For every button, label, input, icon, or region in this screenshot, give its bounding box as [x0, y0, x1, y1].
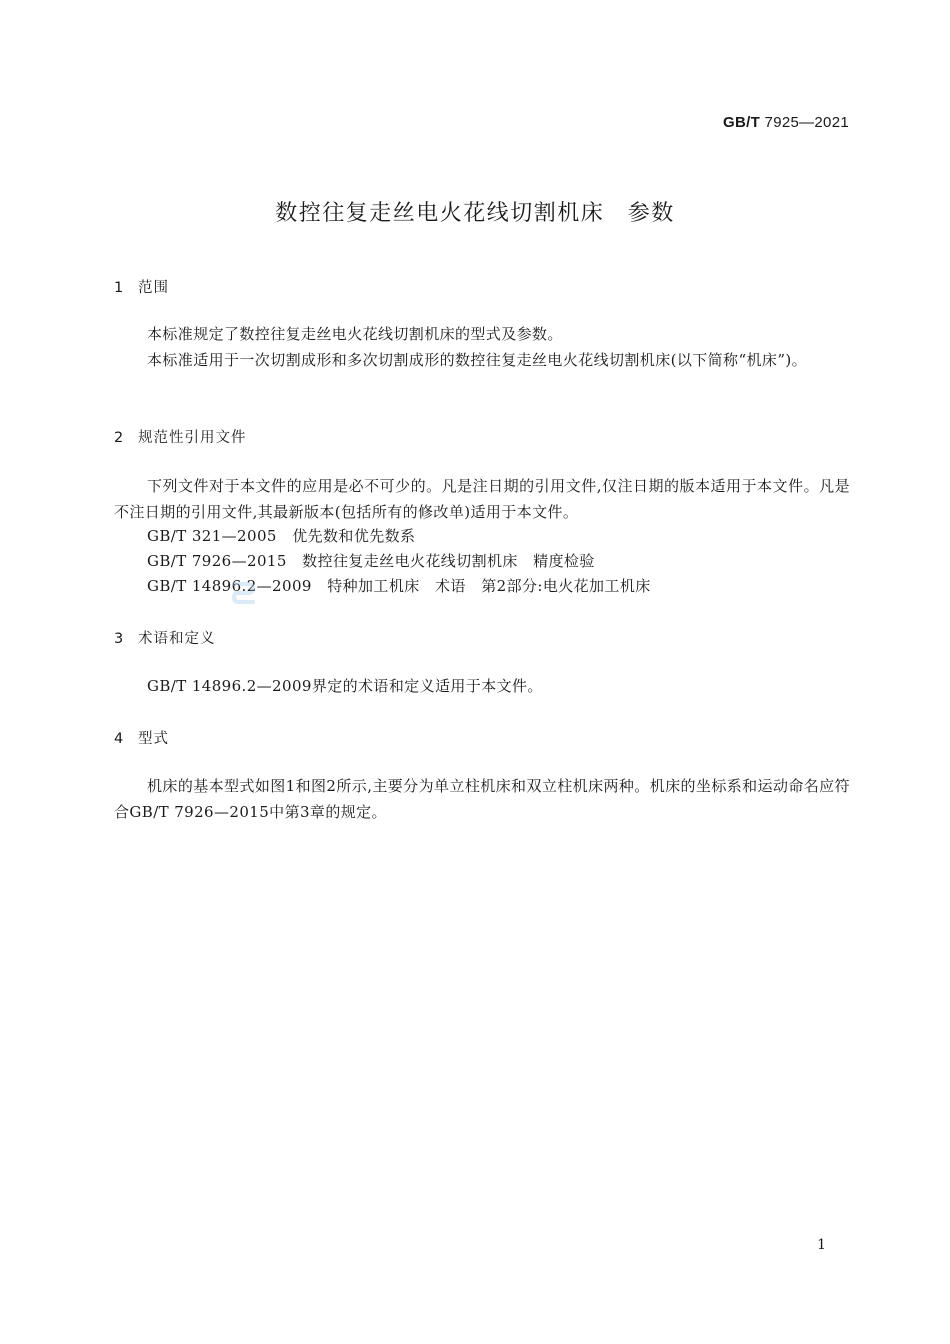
reference-item: GB/T 7926—2015 数控往复走丝电火花线切割机床 精度检验	[147, 552, 595, 570]
section-number: 1	[114, 280, 125, 296]
section-heading-normative-references	[114, 426, 247, 447]
section-title: 术语和定义	[138, 631, 216, 647]
section-number: 3	[114, 631, 125, 647]
document-title: 数控往复走丝电火花线切割机床 参数	[275, 201, 675, 226]
section-heading-scope	[114, 276, 169, 297]
type-paragraph: 机床的基本型式如图1和图2所示,主要分为单立柱机床和双立柱机床两种。机床的坐标系和运动命名应符合GB/T 7926—2015中第3章的规定。	[114, 777, 850, 821]
reference-item: GB/T 14896.2—2009 特种加工机床 术语 第2部分:电火花加工机床	[147, 577, 651, 595]
section-heading-type	[114, 727, 169, 748]
standard-prefix: GB/T	[723, 114, 761, 131]
scope-paragraph-2: 本标准适用于一次切割成形和多次切割成形的数控往复走丝电火花线切割机床(以下简称“机床”)。	[147, 351, 808, 369]
standard-code: 7925—2021	[764, 114, 849, 131]
standard-number	[723, 114, 849, 131]
section-number: 4	[114, 731, 125, 747]
terms-paragraph: GB/T 14896.2—2009界定的术语和定义适用于本文件。	[147, 677, 543, 695]
section-title: 范围	[138, 280, 169, 296]
scope-paragraph-1: 本标准规定了数控往复走丝电火花线切割机床的型式及参数。	[147, 325, 563, 343]
section-title: 型式	[138, 731, 169, 747]
section-title: 规范性引用文件	[138, 430, 247, 446]
section-number: 2	[114, 430, 125, 446]
page-number: 1	[817, 1237, 826, 1253]
references-paragraph: 下列文件对于本文件的应用是必不可少的。凡是注日期的引用文件,仅注日期的版本适用于本文件。凡是不注日期的引用文件,其最新版本(包括所有的修改单)适用于本文件。	[114, 477, 850, 521]
reference-item: GB/T 321—2005 优先数和优先数系	[147, 527, 416, 545]
section-heading-terms-definitions	[114, 627, 216, 648]
